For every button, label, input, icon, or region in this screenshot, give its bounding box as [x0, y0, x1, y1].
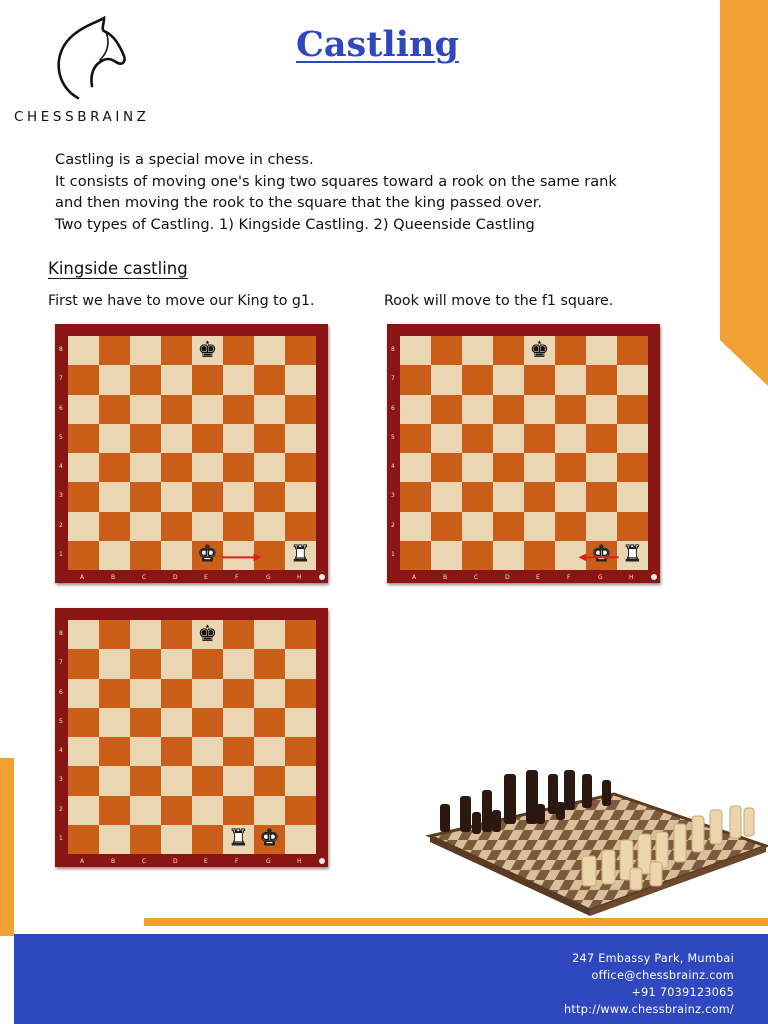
footer-email[interactable]: office@chessbrainz.com: [591, 969, 734, 982]
board-square-c5: [130, 708, 161, 737]
rank-label: 3: [59, 776, 63, 784]
file-label: F: [235, 858, 239, 865]
rank-label: 2: [59, 521, 63, 529]
file-label: B: [443, 574, 448, 581]
white-rook-icon: ♜: [622, 542, 643, 568]
footer-bar: [14, 934, 768, 1024]
intro-paragraph: [55, 149, 617, 235]
board-square-c8: [130, 620, 161, 649]
white-rook-icon: ♜: [228, 826, 249, 852]
board-square-e2: [192, 796, 223, 825]
rank-label: 4: [391, 463, 395, 470]
rank-label: 1: [59, 834, 63, 842]
black-king-icon: ♚: [197, 621, 218, 647]
intro-line: Two types of Castling. 1) Kingside Castling. 2) Queenside Castling: [55, 215, 535, 233]
rank-label: 6: [59, 404, 63, 412]
rank-label: 3: [59, 492, 63, 500]
board-square-e3: [192, 766, 223, 795]
rank-label: 2: [59, 805, 63, 813]
file-label: H: [297, 574, 302, 581]
file-label: E: [536, 574, 540, 581]
rank-label: 5: [59, 433, 63, 441]
caption-right: Rook will move to the f1 square.: [384, 293, 614, 309]
file-label: D: [505, 574, 510, 581]
board-square-f7: [223, 649, 254, 678]
rank-label: 8: [59, 630, 63, 637]
rank-label: 4: [59, 747, 63, 754]
board-square-g8: [254, 620, 285, 649]
board-square-a4: [68, 737, 99, 766]
final-position-board: [55, 608, 328, 867]
white-king-icon: ♚: [197, 542, 218, 568]
file-label: G: [598, 574, 603, 581]
chess-set-photo: [424, 760, 768, 916]
board-square-c6: [130, 679, 161, 708]
king-move-board: [55, 324, 328, 583]
board-square-c3: [130, 766, 161, 795]
rank-label: 3: [391, 492, 395, 500]
board-square-h6: [285, 679, 316, 708]
caption-left: First we have to move our King to g1.: [48, 293, 315, 309]
rank-label: 8: [59, 346, 63, 353]
board-square-h4: [285, 737, 316, 766]
rook-move-board: [387, 324, 660, 583]
board-square-e6: [192, 679, 223, 708]
file-label: F: [235, 574, 239, 581]
board-square-d4: [161, 737, 192, 766]
rank-label: 7: [59, 375, 63, 383]
file-label: D: [173, 858, 178, 865]
board-square-g6: [254, 679, 285, 708]
board-square-e7: [192, 649, 223, 678]
file-label: G: [266, 858, 271, 865]
file-label: H: [297, 858, 302, 865]
board-square-c2: [130, 796, 161, 825]
footer-phone: +91 7039123065: [631, 986, 734, 999]
move-arrow-icon: [55, 324, 328, 583]
file-label: G: [266, 574, 271, 581]
board-square-e4: [192, 737, 223, 766]
board-square-g2: [254, 796, 285, 825]
file-label: D: [173, 574, 178, 581]
board-square-b2: [99, 796, 130, 825]
rank-label: 1: [391, 550, 395, 558]
file-label: A: [412, 574, 417, 581]
rank-label: 5: [59, 717, 63, 725]
board-square-h2: [285, 796, 316, 825]
board-square-g4: [254, 737, 285, 766]
board-square-g3: [254, 766, 285, 795]
rank-label: 1: [59, 550, 63, 558]
rank-label: 7: [391, 375, 395, 383]
board-square-a5: [68, 708, 99, 737]
board-square-h8: [285, 620, 316, 649]
file-label: A: [80, 574, 85, 581]
board-square-d3: [161, 766, 192, 795]
board-square-a6: [68, 679, 99, 708]
board-square-h7: [285, 649, 316, 678]
intro-line: Castling is a special move in chess.: [55, 151, 314, 168]
black-king-icon: ♚: [529, 337, 550, 363]
board-square-f8: [223, 620, 254, 649]
board-square-e1: [192, 825, 223, 854]
intro-line: and then moving the rook to the square that the king passed over.: [55, 194, 543, 211]
section-heading: Kingside castling: [48, 259, 188, 278]
white-king-icon: ♚: [591, 542, 612, 568]
board-square-a2: [68, 796, 99, 825]
board-square-h5: [285, 708, 316, 737]
board-square-a1: [68, 825, 99, 854]
board-square-h1: [285, 825, 316, 854]
board-square-f4: [223, 737, 254, 766]
board-square-b8: [99, 620, 130, 649]
file-label: B: [111, 858, 116, 865]
rank-label: 7: [59, 659, 63, 667]
rank-label: 6: [391, 404, 395, 412]
board-square-f6: [223, 679, 254, 708]
white-rook-icon: ♜: [290, 542, 311, 568]
board-square-d1: [161, 825, 192, 854]
board-square-c4: [130, 737, 161, 766]
board-square-f5: [223, 708, 254, 737]
file-label: C: [142, 858, 147, 865]
board-square-c7: [130, 649, 161, 678]
board-square-g5: [254, 708, 285, 737]
file-label: C: [142, 574, 147, 581]
board-corner-dot: [319, 858, 325, 864]
board-square-a3: [68, 766, 99, 795]
board-grid: [68, 620, 316, 854]
board-square-b5: [99, 708, 130, 737]
page-title: Castling: [296, 24, 459, 65]
board-square-b1: [99, 825, 130, 854]
board-square-h3: [285, 766, 316, 795]
board-square-b7: [99, 649, 130, 678]
black-king-icon: ♚: [197, 337, 218, 363]
board-square-b6: [99, 679, 130, 708]
rank-label: 5: [391, 433, 395, 441]
orange-divider-strip: [144, 918, 768, 926]
board-square-f3: [223, 766, 254, 795]
footer-website[interactable]: http://www.chessbrainz.com/: [564, 1003, 734, 1016]
board-square-b3: [99, 766, 130, 795]
board-square-d2: [161, 796, 192, 825]
board-square-c1: [130, 825, 161, 854]
file-label: E: [204, 574, 208, 581]
orange-corner-decoration: [720, 0, 768, 386]
rank-label: 4: [59, 463, 63, 470]
board-square-d8: [161, 620, 192, 649]
footer-contact: [564, 950, 734, 1018]
file-label: B: [111, 574, 116, 581]
logo-wordmark: CHESSBRAINZ: [14, 109, 150, 125]
file-label: C: [474, 574, 479, 581]
intro-line: It consists of moving one's king two squares toward a rook on the same rank: [55, 172, 617, 190]
board-square-b4: [99, 737, 130, 766]
board-square-e5: [192, 708, 223, 737]
board-square-g7: [254, 649, 285, 678]
white-king-icon: ♚: [259, 826, 280, 852]
footer-address: 247 Embassy Park, Mumbai: [572, 952, 734, 965]
board-square-d7: [161, 649, 192, 678]
file-label: E: [204, 858, 208, 865]
file-label: H: [629, 574, 634, 581]
board-square-a7: [68, 649, 99, 678]
board-square-d6: [161, 679, 192, 708]
orange-side-decoration: [0, 758, 14, 936]
board-square-f2: [223, 796, 254, 825]
horse-logo-icon: [48, 16, 130, 100]
board-square-a8: [68, 620, 99, 649]
rank-label: 8: [391, 346, 395, 353]
file-label: F: [567, 574, 571, 581]
rank-label: 6: [59, 688, 63, 696]
file-label: A: [80, 858, 85, 865]
board-square-d5: [161, 708, 192, 737]
rank-label: 2: [391, 521, 395, 529]
move-arrow-icon: [387, 324, 660, 583]
